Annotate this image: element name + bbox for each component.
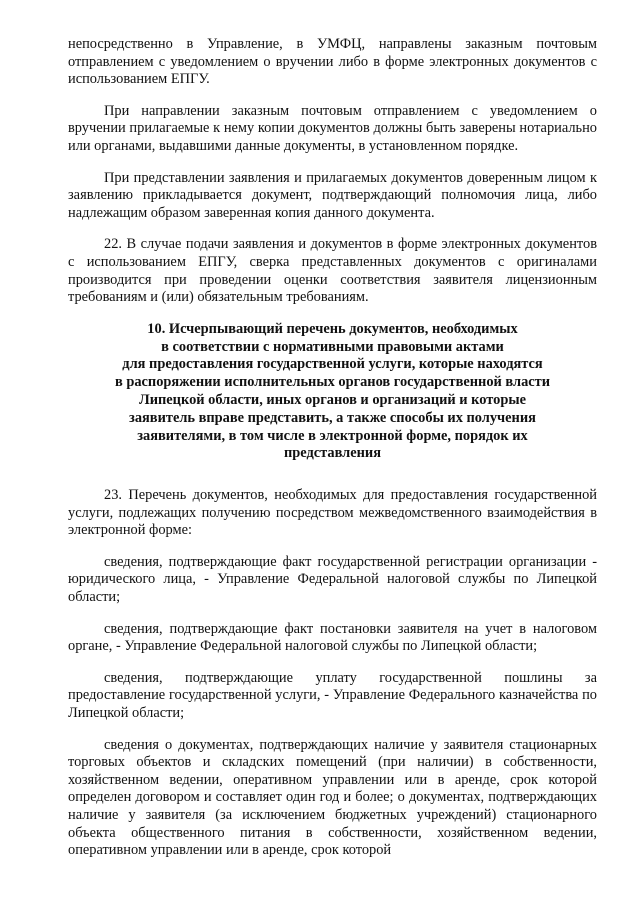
list-item-premises: сведения о документах, подтверждающих наличие у заявителя стационарных торговых объектов и складских помещений (при наличии) в собственности, хозяйственном ведении, оперативном управлении или в аренде, срок которой определен договором и составляет один год и более; о документах, подтверждающих наличие у заявителя (за исключением бюджетных учреждений) стационарного объекта общественного питания в собственности, хозяйственном ведении, оперативном управлении или в аренде, срок которой [68, 736, 597, 859]
paragraph-postal-copies: При направлении заказным почтовым отправлением с уведомлением о вручении прилагаемые к нему копии документов должны быть заверены нотариально или органами, выдавшими данные документы, в установленном порядке. [68, 102, 597, 154]
list-item-registration: сведения, подтверждающие факт государственной регистрации организации - юридического лица, - Управление Федеральной налоговой службы по Липецкой области; [68, 553, 597, 606]
paragraph-continuation: непосредственно в Управление, в УМФЦ, направлены заказным почтовым отправлением с уведомлением о вручении либо в форме электронных документов с использованием ЕПГУ. [68, 36, 597, 88]
paragraph-item-22: 22. В случае подачи заявления и документов в форме электронных документов с использованием ЕПГУ, сверка представленных документов с оригиналами производится при проведении оценки соответствия заявителя лицензионным требованиям и (или) обязательным требованиям. [68, 236, 597, 306]
paragraph-item-23: 23. Перечень документов, необходимых для предоставления государственной услуги, подлежащих получению посредством межведомственного взаимодействия в электронной форме: [68, 487, 597, 539]
list-item-state-fee: сведения, подтверждающие уплату государственной пошлины за предоставление государственной услуги, - Управление Федерального казначейства по Липецкой области; [68, 669, 597, 722]
section-heading: 10. Исчерпывающий перечень документов, необходимых в соответствии с нормативными правовыми актами для предоставления государственной услуги, которые находятся в распоряжении исполнительных органов государственной власти Липецкой области, иных органов и организаций и которые заявитель вправе представить, а также способы их получения заявителями, в том числе в электронной форме, порядок их представления [114, 320, 551, 462]
list-item-tax-registration: сведения, подтверждающие факт постановки заявителя на учет в налоговом органе, - Управление Федеральной налоговой службы по Липецкой области; [68, 620, 597, 655]
document-body [68, 36, 597, 874]
paragraph-proxy: При представлении заявления и прилагаемых документов доверенным лицом к заявлению прикладывается документ, подтверждающий полномочия лица, либо надлежащим образом заверенная копия данного документа. [68, 169, 597, 221]
